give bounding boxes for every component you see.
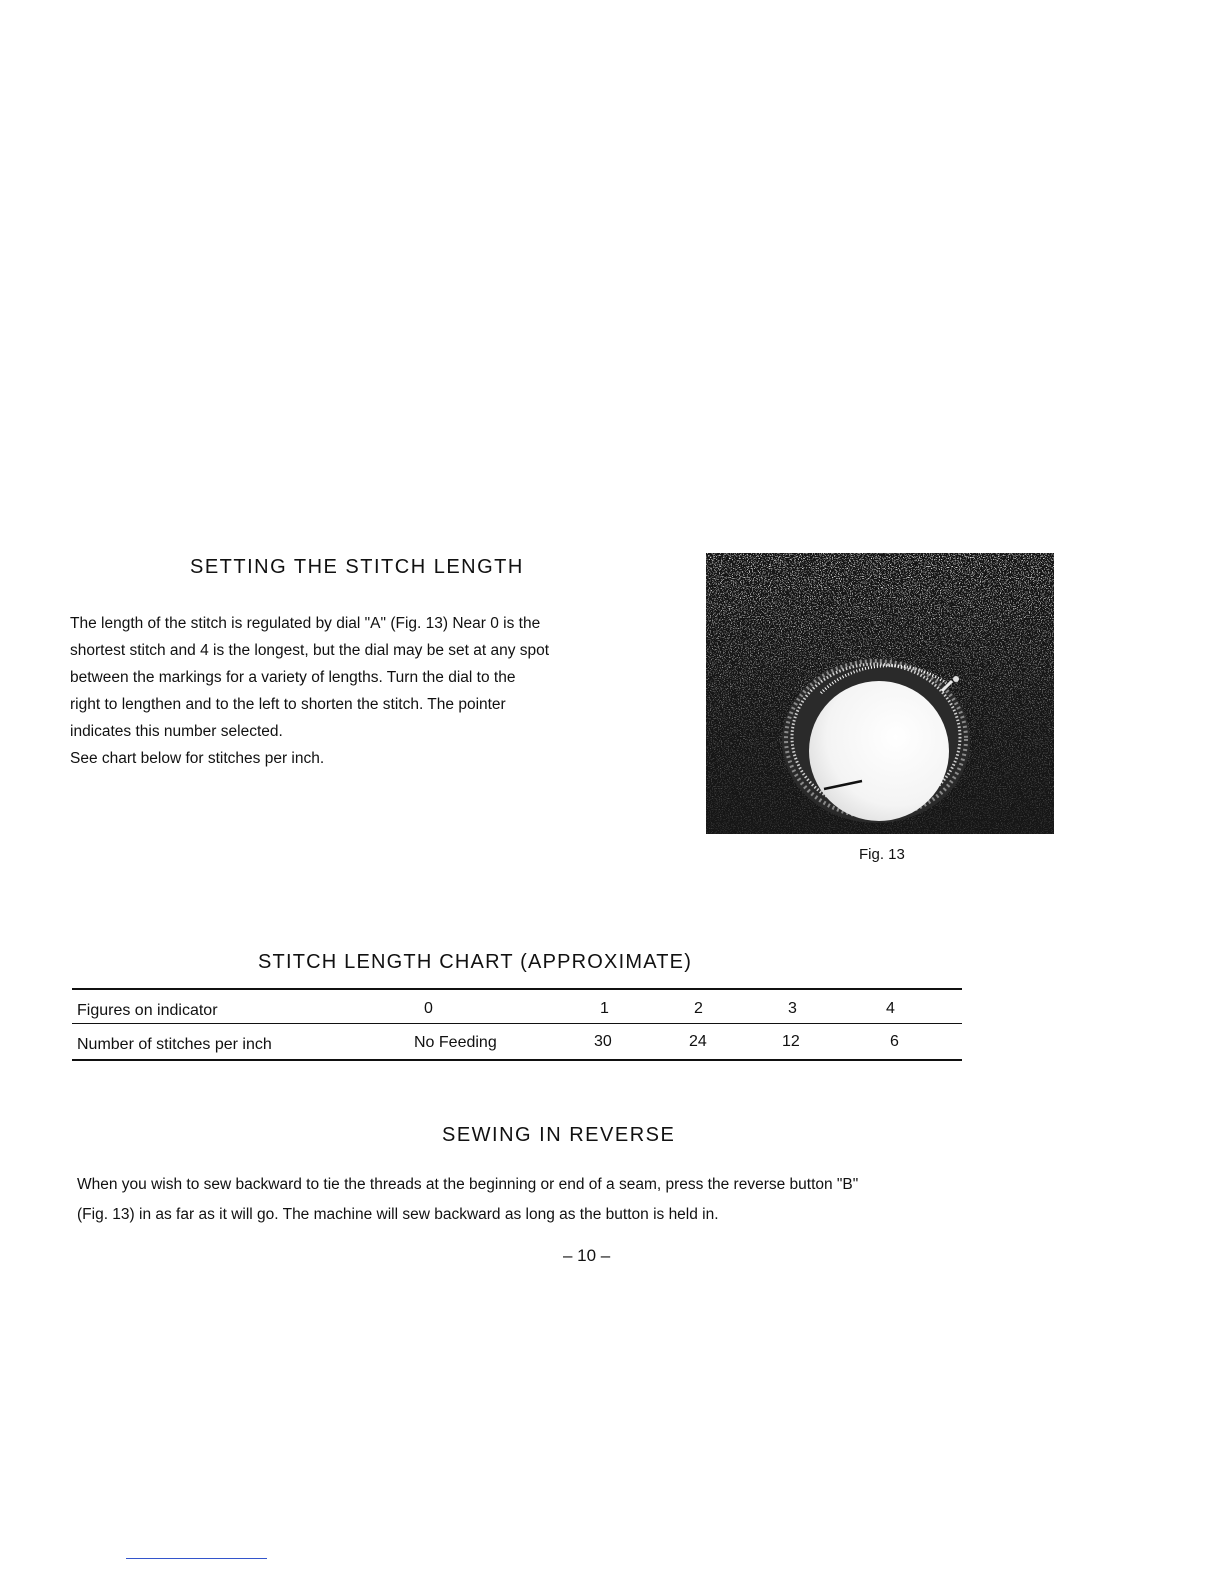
paragraph-line: When you wish to sew backward to tie the threads at the beginning or end of a seam, press the reverse button "B" bbox=[77, 1176, 859, 1193]
page-number: – 10 – bbox=[563, 1246, 611, 1265]
table-cell: No Feeding bbox=[414, 1034, 497, 1051]
table-cell: 30 bbox=[594, 1033, 612, 1050]
figure-caption: Fig. 13 bbox=[859, 846, 905, 863]
table-cell: 4 bbox=[886, 1000, 895, 1017]
paragraph-line: right to lengthen and to the left to shorten the stitch. The pointer bbox=[70, 696, 506, 713]
paragraph-line: indicates this number selected. bbox=[70, 723, 283, 740]
table-row-label: Number of stitches per inch bbox=[77, 1036, 272, 1053]
stitch-dial-photo bbox=[706, 553, 1054, 834]
paragraph-line: shortest stitch and 4 is the longest, but the dial may be set at any spot bbox=[70, 642, 550, 659]
section-heading-stitch-length: SETTING THE STITCH LENGTH bbox=[190, 556, 524, 578]
table-cell: 0 bbox=[424, 1000, 433, 1017]
paragraph-line: See chart below for stitches per inch. bbox=[70, 750, 325, 767]
reverse-paragraph bbox=[77, 1170, 858, 1230]
section-heading-reverse: SEWING IN REVERSE bbox=[442, 1124, 676, 1146]
table-cell: 3 bbox=[788, 1000, 797, 1017]
table-cell: 6 bbox=[890, 1033, 899, 1050]
table-cell: 24 bbox=[689, 1033, 707, 1050]
table-row-label: Figures on indicator bbox=[77, 1002, 218, 1019]
table-cell: 1 bbox=[600, 1000, 609, 1017]
table-mid-rule bbox=[72, 1023, 962, 1024]
paragraph-line: The length of the stitch is regulated by dial "A" (Fig. 13) Near 0 is the bbox=[70, 615, 541, 632]
footer-rule bbox=[126, 1558, 267, 1559]
paragraph-line: (Fig. 13) in as far as it will go. The machine will sew backward as long as the button is held in. bbox=[77, 1206, 719, 1223]
table-bottom-rule bbox=[72, 1059, 962, 1061]
table-cell: 12 bbox=[782, 1033, 800, 1050]
chart-title: STITCH LENGTH CHART (APPROXIMATE) bbox=[258, 951, 693, 973]
stitch-length-paragraph bbox=[70, 610, 549, 772]
table-top-rule bbox=[72, 988, 962, 990]
table-cell: 2 bbox=[694, 1000, 703, 1017]
paragraph-line: between the markings for a variety of lengths. Turn the dial to the bbox=[70, 669, 516, 686]
